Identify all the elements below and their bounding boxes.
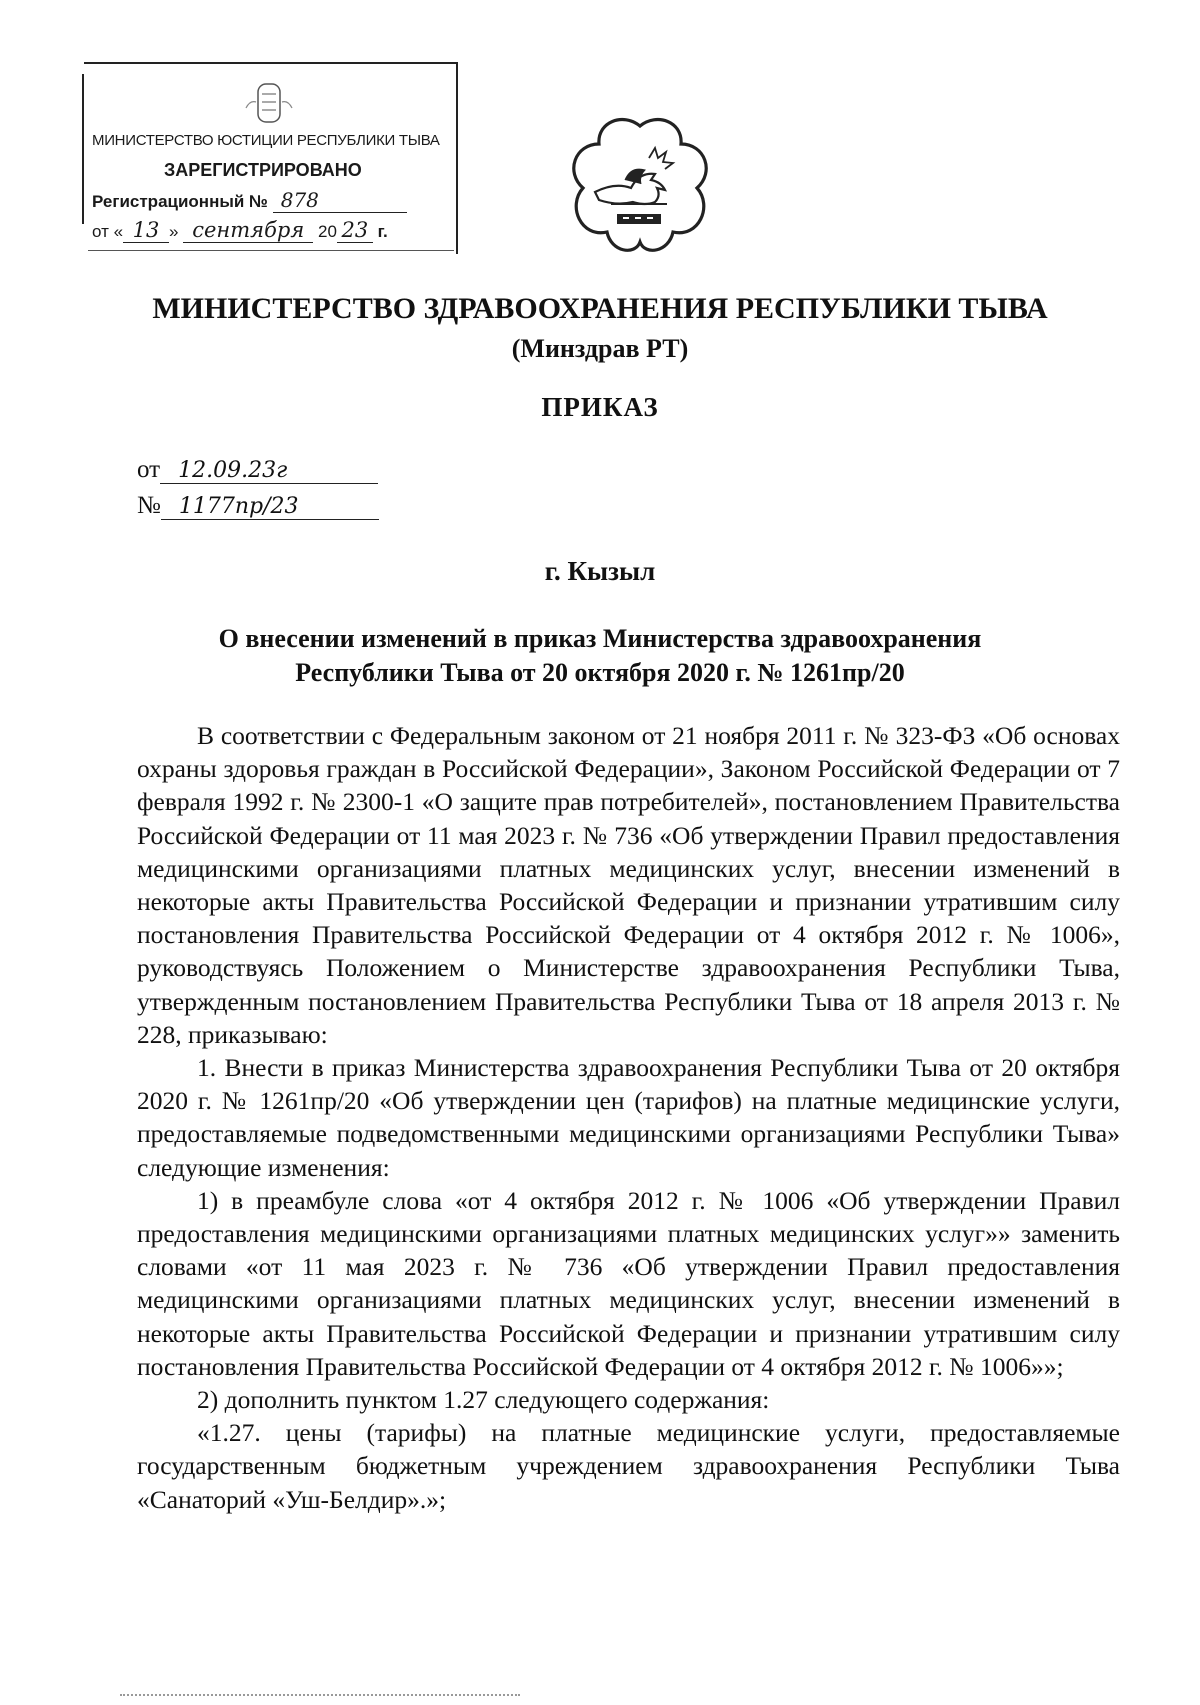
body-paragraph-subitem-1: 1) в преамбуле слова «от 4 октября 2012 г. № 1006 «Об утверждении Правил предоставления медицинскими организациями платных медицинских услуг»» заменить словами «от 11 мая 2023 г. № 736 «Об утверждении Правил предоставления медицинскими организациями платных медицинских услуг, внесении изменений в некоторые акты Правительства Российской Федерации и признании утратившим силу постановления Правительства Российской Федерации от 4 октября 2012 г. № 1006»»; [137, 1185, 1120, 1381]
order-number-line [137, 492, 379, 520]
subject-line-1: О внесении изменений в приказ Министерства здравоохранения [218, 624, 982, 653]
order-number-label: № [137, 492, 161, 519]
stamp-reg-label: Регистрационный № [92, 192, 268, 211]
body-paragraph-subitem-2: 2) дополнить пунктом 1.27 следующего содержания: [197, 1385, 770, 1415]
organization-short-title: (Минздрав РТ) [511, 334, 689, 363]
stamp-date-line [92, 218, 388, 243]
order-date-value: 12.09.23г [160, 458, 378, 484]
body-paragraph-preamble: В соответствии с Федеральным законом от 21 ноября 2011 г. № 323-ФЗ «Об основах охраны здоровья граждан в Российской Федерации», Законом Российской Федерации от 7 февраля 1992 г. № 2300-1 «О защите прав потребителей», постановлением Правительства Российской Федерации от 11 мая 2023 г. № 736 «Об утверждении Правил предоставления медицинскими организациями платных медицинских услуг, внесении изменений в некоторые акты Правительства Российской Федерации и признании утратившим силу постановления Правительства Российской Федерации от 4 октября 2012 г. № 1006», руководствуясь Положением о Министерстве здравоохранения Республики Тыва, утвержденным постановлением Правительства Республики Тыва от 18 апреля 2013 г. № 228, приказываю: [137, 721, 1120, 1049]
organization-title: МИНИСТЕРСТВО ЗДРАВООХРАНЕНИЯ РЕСПУБЛИКИ ТЫВА [152, 292, 1048, 325]
body-paragraph-item-1: 1. Внести в приказ Министерства здравоохранения Республики Тыва от 20 октября 2020 г. № 1261пр/20 «Об утверждении цен (тарифов) на платные медицинские услуги, предоставляемые подведомственными медицинскими организациями Республики Тыва» следующие изменения: [137, 1053, 1120, 1182]
registration-stamp [84, 62, 458, 254]
stamp-date-year-prefix: 20 [317, 222, 337, 241]
stamp-reg-line [92, 188, 407, 213]
body-paragraph-point-1-27: «1.27. цены (тарифы) на платные медицинские услуги, предоставляемые государственным бюджетным учреждением здравоохранения Республики Тыва «Санаторий «Уш-Белдир».»; [137, 1418, 1120, 1514]
city: г. Кызыл [544, 556, 656, 586]
stamp-reg-number: 878 [273, 188, 407, 213]
document-body [137, 719, 1120, 1516]
stamp-date-suffix: г. [377, 222, 388, 241]
stamp-status: ЗАРЕГИСТРИРОВАНО [164, 160, 362, 180]
stamp-date-year: 23 [337, 218, 373, 243]
stamp-date-day: 13 [123, 218, 169, 243]
stamp-border [82, 74, 84, 224]
order-date-label: от [137, 456, 161, 483]
stamp-date-month: сентября [183, 218, 313, 243]
stamp-ministry: МИНИСТЕРСТВО ЮСТИЦИИ РЕСПУБЛИКИ ТЫВА [92, 132, 440, 149]
stamp-date-mid: » [169, 222, 179, 241]
order-date-line [137, 456, 378, 484]
subject-line-2: Республики Тыва от 20 октября 2020 г. № 1261пр/20 [295, 658, 905, 687]
order-number-value: 1177пр/23 [161, 494, 379, 520]
tuva-coat-of-arms-icon [565, 114, 715, 254]
document-type: ПРИКАЗ [541, 392, 659, 422]
scan-artifact [120, 1694, 520, 1696]
stamp-divider [88, 250, 454, 251]
justice-emblem-icon [240, 78, 298, 128]
stamp-date-prefix: от « [92, 222, 124, 241]
